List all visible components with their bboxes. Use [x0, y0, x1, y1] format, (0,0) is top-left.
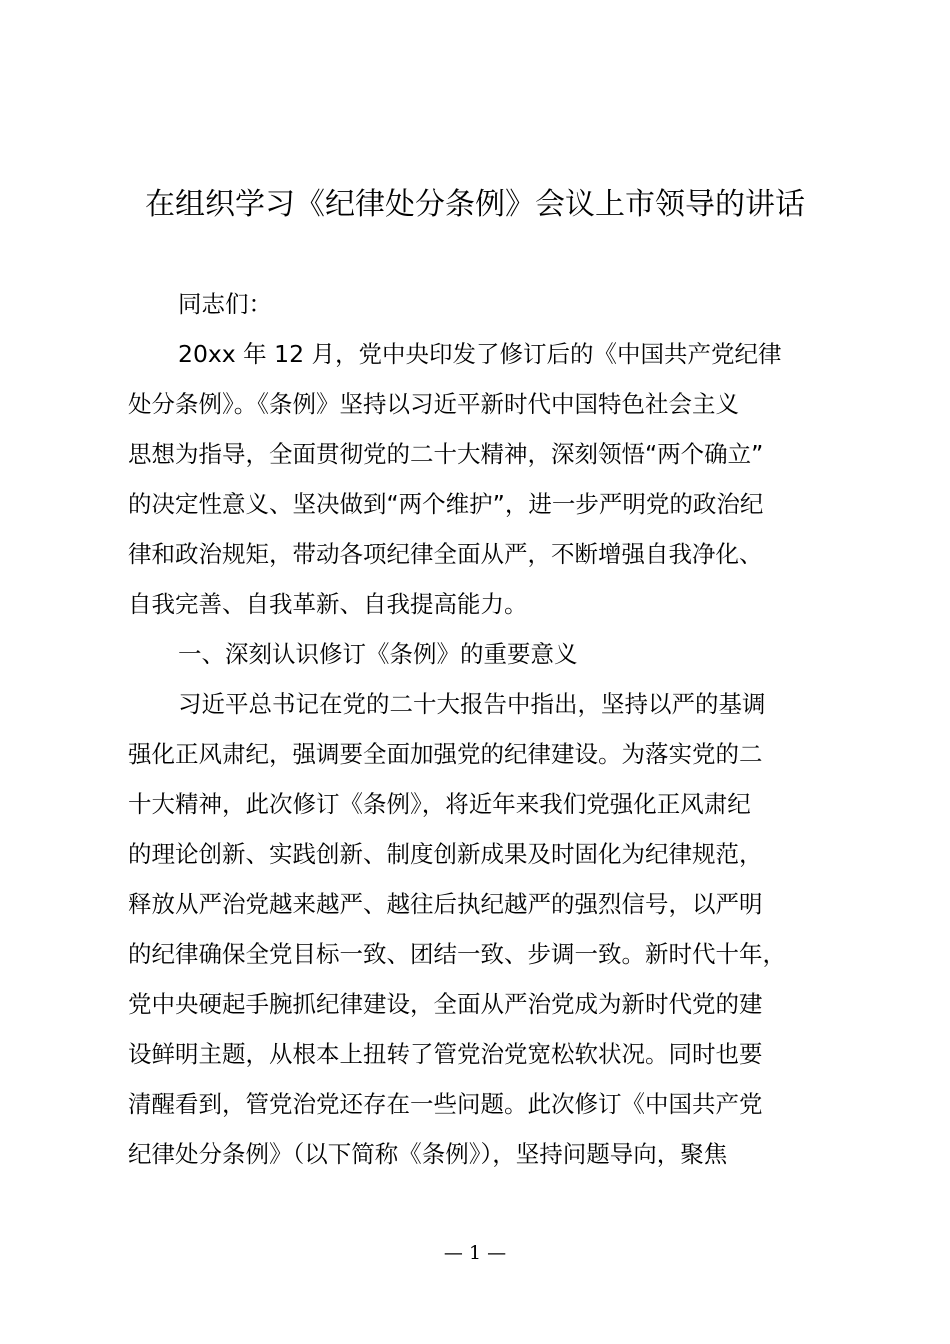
body-line: 党中央硬起手腕抓纪律建设，全面从严治党成为新时代党的建	[128, 990, 763, 1018]
body-line: 的纪律确保全党目标一致、团结一致、步调一致。新时代十年，	[128, 940, 786, 968]
body-line: 20xx 年 12 月，党中央印发了修订后的《中国共产党纪律	[178, 340, 782, 368]
body-line: 纪律处分条例》（以下简称《条例》），坚持问题导向，聚焦	[128, 1140, 728, 1168]
body-line: 的决定性意义、坚决做到“两个维护”，进一步严明党的政治纪	[128, 490, 764, 518]
body-line: 律和政治规矩，带动各项纪律全面从严，不断增强自我净化、	[128, 540, 763, 568]
body-line: 思想为指导，全面贯彻党的二十大精神，深刻领悟“两个确立”	[128, 440, 764, 468]
body-line: 处分条例》。《条例》坚持以习近平新时代中国特色社会主义	[128, 390, 739, 418]
section-heading: 一、深刻认识修订《条例》的重要意义	[178, 640, 578, 668]
body-line: 自我完善、自我革新、自我提高能力。	[128, 590, 528, 618]
body-line: 强化正风肃纪，强调要全面加强党的纪律建设。为落实党的二	[128, 740, 763, 768]
body-line: 设鲜明主题，从根本上扭转了管党治党宽松软状况。同时也要	[128, 1040, 763, 1068]
page-number: — 1 —	[443, 1242, 507, 1264]
document-title: 在组织学习《纪律处分条例》会议上市领导的讲话	[145, 187, 805, 222]
body-line: 清醒看到，管党治党还存在一些问题。此次修订《中国共产党	[128, 1090, 763, 1118]
body-line: 十大精神，此次修订《条例》，将近年来我们党强化正风肃纪	[128, 790, 751, 818]
body-line: 释放从严治党越来越严、越往后执纪越严的强烈信号，以严明	[128, 890, 763, 918]
body-line: 习近平总书记在党的二十大报告中指出，坚持以严的基调	[178, 690, 766, 718]
body-line: 的理论创新、实践创新、制度创新成果及时固化为纪律规范，	[128, 840, 763, 868]
salutation: 同志们：	[178, 290, 272, 318]
